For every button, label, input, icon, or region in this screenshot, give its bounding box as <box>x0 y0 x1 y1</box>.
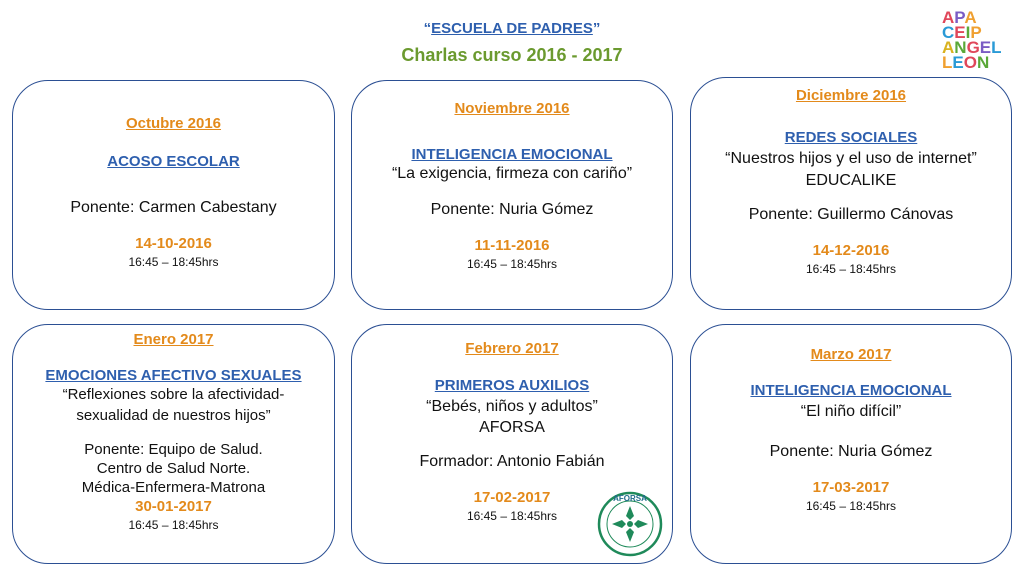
aforsa-seal-icon <box>596 486 664 558</box>
card-time: 16:45 – 18:45hrs <box>805 499 897 513</box>
card-quote: “La exigencia, firmeza con cariño” <box>391 165 633 182</box>
card-speaker: Formador: Antonio Fabián <box>419 453 605 470</box>
card-topic: EMOCIONES AFECTIVO SEXUALES <box>45 367 302 384</box>
card-speaker: Ponente: Nuria Gómez <box>769 443 933 460</box>
apa-logo <box>940 6 1020 70</box>
card-quote-line1: “Reflexiones sobre la afectividad- <box>62 386 285 403</box>
card-speaker: Ponente: Carmen Cabestany <box>70 199 277 216</box>
card-month: Febrero 2017 <box>465 340 559 357</box>
series-title <box>0 20 1024 37</box>
card-date: 11-11-2016 <box>474 237 550 254</box>
card-time: 16:45 – 18:45hrs <box>805 262 897 276</box>
card-speaker: Ponente: Nuria Gómez <box>430 201 594 218</box>
card-topic: INTELIGENCIA EMOCIONAL <box>750 382 952 399</box>
card-speaker-line3: Médica-Enfermera-Matrona <box>81 479 266 496</box>
card-enero <box>12 324 335 564</box>
card-time: 16:45 – 18:45hrs <box>466 257 558 271</box>
card-quote: “El niño difícil” <box>800 403 902 420</box>
card-month: Enero 2017 <box>133 331 214 348</box>
card-speaker-line1: Ponente: Equipo de Salud. <box>84 441 263 458</box>
card-topic: ACOSO ESCOLAR <box>107 153 240 170</box>
card-marzo <box>690 324 1012 564</box>
card-extra: AFORSA <box>479 419 545 436</box>
card-date: 17-02-2017 <box>473 489 551 506</box>
quote-close: ” <box>592 20 601 37</box>
card-topic: INTELIGENCIA EMOCIONAL <box>411 146 613 163</box>
card-month: Octubre 2016 <box>125 115 222 132</box>
card-topic: REDES SOCIALES <box>784 129 918 146</box>
card-noviembre <box>351 80 673 310</box>
card-quote-line2: sexualidad de nuestros hijos” <box>76 407 271 424</box>
card-quote: “Nuestros hijos y el uso de internet” <box>725 150 977 167</box>
svg-text:ANGEL: ANGEL <box>942 38 1002 57</box>
card-month: Diciembre 2016 <box>795 87 907 104</box>
card-date: 17-03-2017 <box>812 479 890 496</box>
series-name: ESCUELA DE PADRES <box>431 20 593 37</box>
card-extra: EDUCALIKE <box>805 172 897 189</box>
card-date: 14-12-2016 <box>812 242 890 259</box>
card-speaker: Ponente: Guillermo Cánovas <box>748 206 954 223</box>
quote-open: “ <box>423 20 432 37</box>
card-time: 16:45 – 18:45hrs <box>128 518 219 532</box>
card-month: Noviembre 2016 <box>454 100 570 117</box>
card-speaker-line2: Centro de Salud Norte. <box>96 460 251 477</box>
card-time: 16:45 – 18:45hrs <box>466 509 558 523</box>
page-subtitle: Charlas curso 2016 - 2017 <box>401 45 623 65</box>
card-date: 30-01-2017 <box>135 498 212 515</box>
svg-text:APA: APA <box>942 8 977 27</box>
card-diciembre <box>690 77 1012 310</box>
card-topic: PRIMEROS AUXILIOS <box>434 377 590 394</box>
svg-text:AFORSA: AFORSA <box>613 494 647 503</box>
card-date: 14-10-2016 <box>135 235 212 252</box>
svg-text:CEIP: CEIP <box>942 23 982 42</box>
card-quote: “Bebés, niños y adultos” <box>426 398 598 415</box>
card-time: 16:45 – 18:45hrs <box>128 255 219 269</box>
svg-text:LEON: LEON <box>942 53 990 70</box>
card-octubre <box>12 80 335 310</box>
card-month: Marzo 2017 <box>810 346 892 363</box>
